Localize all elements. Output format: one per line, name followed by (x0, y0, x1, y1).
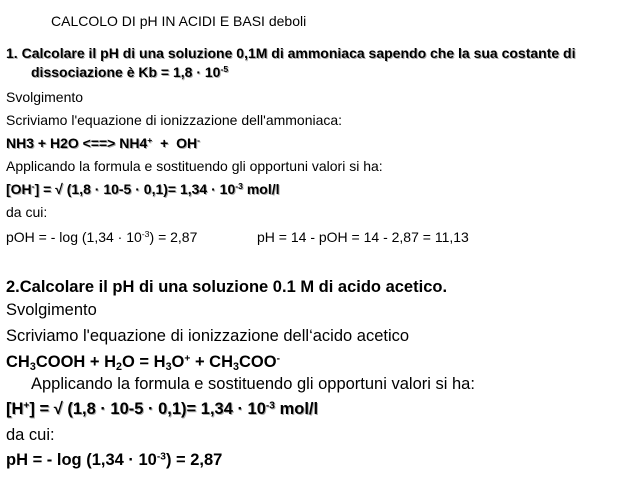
problem2-formula-intro: Applicando la formula e sostituendo gli opportuni valori si ha: (31, 375, 475, 393)
problem1-text: Calcolare il pH di una soluzione 0,1M di ammoniaca sapendo che la sua costante di (21, 45, 576, 61)
problem2-dacui: da cui: (6, 426, 55, 444)
problem1-intro: Scriviamo l'equazione di ionizzazione dell'ammoniaca: (6, 112, 343, 128)
problem1-number: 1. (6, 45, 18, 61)
page-title: CALCOLO DI pH IN ACIDI E BASI deboli (51, 13, 307, 29)
problem2-ph: pH = - $\log (1,34 \cdot 10^{-3}) = 2,87$ (6, 451, 223, 469)
problem1-result: [OH-] = √ $(1,8 \cdot 10-5 \cdot 0,1)= 1,34 \cdot 10^{-3}$ mol/l (6, 181, 280, 197)
problem1-ph: pH = 14 - pOH = 14 - 2,87 = 11,13 (257, 229, 469, 245)
problem2-equation: $CH_3COOH + H_2O = H_3O^+ + CH_3COO^-$ (6, 353, 280, 374)
problem1-statement-line2: dissociazione è $Kb = 1,8 \cdot 10^{-5}$ (31, 64, 229, 80)
problem2-heading: 2.Calcolare il pH di una soluzione 0.1 M di acido acetico. (6, 278, 448, 296)
problem1-poh: pOH = - $\log (1,34 \cdot 10^{-3}) = 2,87$ (6, 229, 198, 245)
problem2-result: [H+] = √ $(1,8 \cdot 10-5 \cdot 0,1)= 1,34 \cdot 10^{-3}$ mol/l (6, 400, 319, 418)
problem1-statement-line1 (6, 45, 576, 61)
problem1-equation: NH3 + H2O <==> NH4+ + OH- (6, 135, 200, 151)
problem2-intro: Scriviamo l'equazione di ionizzazione dell‘acido acetico (6, 327, 410, 345)
problem1-dacui: da cui: (6, 204, 48, 220)
problem1-formula-intro: Applicando la formula e sostituendo gli opportuni valori si ha: (6, 158, 383, 174)
problem2-svolgimento: Svolgimento (6, 301, 97, 319)
problem1-svolgimento: Svolgimento (6, 89, 84, 105)
